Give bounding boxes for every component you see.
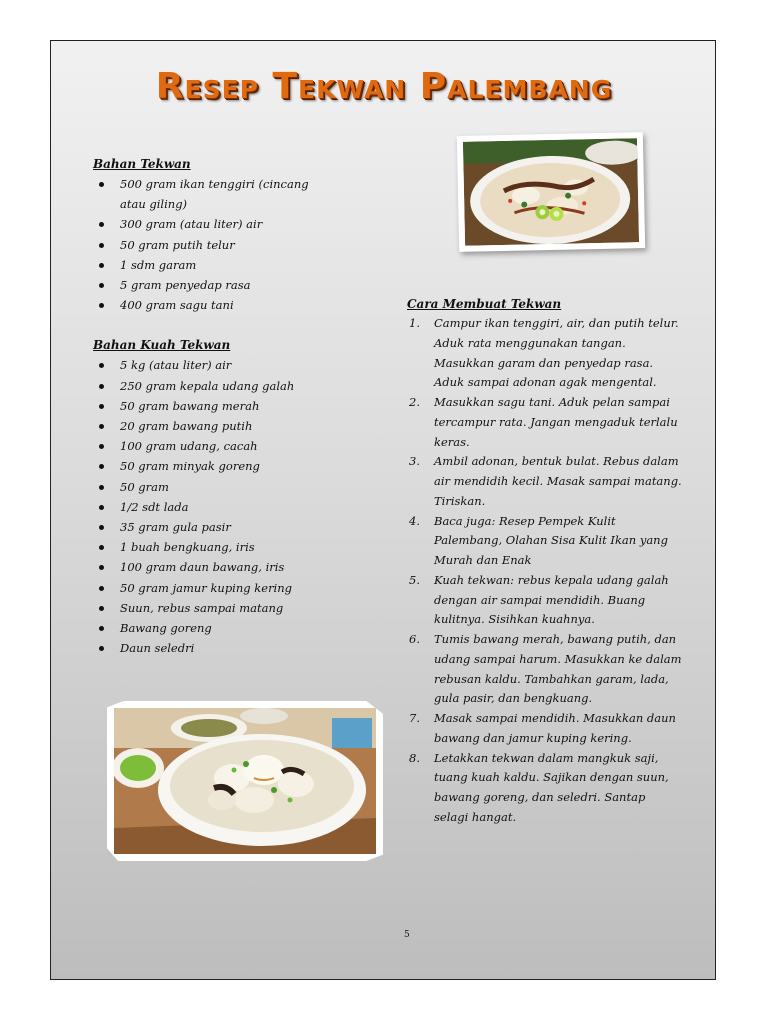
list-item: 50 gram bawang merah (93, 396, 353, 416)
list-item: Ambil adonan, bentuk bulat. Rebus dalam air mendidih kecil. Masak sampai matang. Tiriskan. (434, 454, 682, 508)
page-title: Resep Tekwan Palembang (155, 66, 613, 107)
list-item: 20 gram bawang putih (93, 416, 353, 436)
tekwan-photo-bottom (107, 701, 383, 861)
list-item: Suun, rebus sampai matang (93, 598, 353, 618)
list-item: Tumis bawang merah, bawang putih, dan udang sampai harum. Masukkan ke dalam rebusan kaldu. Tambahkan garam, lada, gula pasir, dan bengkuang. (434, 632, 682, 706)
list-item: 1/2 sdt lada (93, 497, 353, 517)
heading-cara-membuat: Cara Membuat Tekwan (407, 297, 562, 311)
list-item: 5 gram penyedap rasa (93, 275, 353, 295)
list-item: 500 gram ikan tenggiri (cincang atau giling) (93, 174, 353, 214)
list-item: 50 gram putih telur (93, 235, 353, 255)
list-item: Campur ikan tenggiri, air, dan putih telur. Aduk rata menggunakan tangan. Masukkan garam dan penyedap rasa. Aduk sampai adonan agak mengental. (434, 316, 679, 390)
tekwan-bowl-image-2 (114, 708, 376, 854)
list-item: 100 gram udang, cacah (93, 436, 353, 456)
list-item: Letakkan tekwan dalam mangkuk saji, tuang kuah kaldu. Sajikan dengan suun, bawang goreng, dan seledri. Santap selagi hangat. (434, 750, 669, 824)
steps-column (407, 294, 683, 828)
list-item: 50 gram minyak goreng (93, 456, 353, 476)
list-item: 50 gram jamur kuping kering (93, 578, 353, 598)
list-bahan-tekwan (93, 174, 353, 315)
list-item: 300 gram (atau liter) air (93, 214, 353, 234)
list-item: Masak sampai mendidih. Masukkan daun bawang dan jamur kuping kering. (434, 711, 676, 745)
list-item: 35 gram gula pasir (93, 517, 353, 537)
list-steps (407, 314, 683, 828)
tekwan-photo-top (457, 132, 645, 252)
list-item: Daun seledri (93, 638, 353, 658)
list-item: Bawang goreng (93, 618, 353, 638)
list-item: 5 kg (atau liter) air (93, 355, 353, 375)
list-item: 100 gram daun bawang, iris (93, 557, 353, 577)
ingredients-column (93, 154, 353, 658)
heading-bahan-tekwan: Bahan Tekwan (93, 157, 191, 171)
recipe-page (50, 40, 716, 980)
list-item: Kuah tekwan: rebus kepala udang galah dengan air sampai mendidih. Buang kulitnya. Sisihkan kuahnya. (434, 572, 669, 627)
list-bahan-kuah (93, 355, 353, 658)
list-item: 1 buah bengkuang, iris (93, 537, 353, 557)
list-item: 1 sdm garam (93, 255, 353, 275)
list-item: 400 gram sagu tani (93, 295, 353, 315)
tekwan-bowl-image (463, 138, 639, 246)
list-item: Baca juga: Resep Pempek Kulit Palembang, Olahan Sisa Kulit Ikan yang Murah dan Enak (434, 513, 668, 567)
list-item: Masukkan sagu tani. Aduk pelan sampai tercampur rata. Jangan mengaduk terlalu keras. (434, 395, 678, 449)
page-number: 5 (404, 930, 410, 940)
list-item: 50 gram (93, 477, 353, 497)
heading-bahan-kuah: Bahan Kuah Tekwan (93, 338, 231, 353)
list-item: 250 gram kepala udang galah (93, 376, 353, 396)
